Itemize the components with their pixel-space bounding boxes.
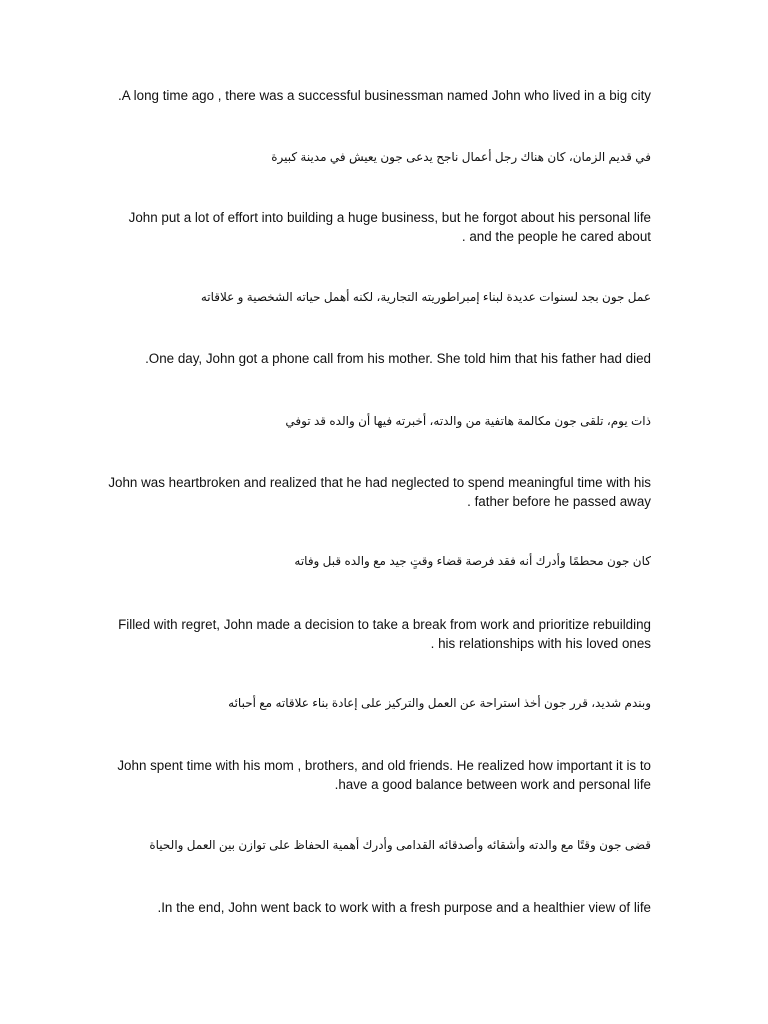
- text-line: .In the end, John went back to work with a fresh purpose and a healthier view of life: [157, 900, 651, 915]
- text-line: John put a lot of effort into building a huge business, but he forgot about his personal life: [128, 210, 651, 225]
- text-line: John was heartbroken and realized that he had neglected to spend meaningful time with his: [108, 475, 651, 490]
- text-line: وبندم شديد، قرر جون أخذ استراحة عن العمل والتركيز على إعادة بناء علاقاته مع أحبائه: [228, 696, 651, 710]
- text-line: عمل جون بجد لسنوات عديدة لبناء إمبراطوريته التجارية، لكنه أهمل حياته الشخصية و علاقاته: [200, 290, 651, 304]
- paragraph-arabic-5: [228, 694, 651, 712]
- paragraph-english-5: [118, 615, 651, 653]
- text-line: John spent time with his mom , brothers, and old friends. He realized how important it is to: [117, 758, 651, 773]
- text-line: . father before he passed away: [467, 494, 651, 509]
- paragraph-english-4: [108, 473, 651, 511]
- text-line: قضى جون وقتًا مع والدته وأشقائه وأصدقائه القدامى وأدرك أهمية الحفاظ على توازن بين العمل والحياة: [149, 838, 651, 852]
- paragraph-english-1: [118, 86, 651, 105]
- paragraph-arabic-3: [285, 412, 651, 430]
- paragraph-arabic-1: [271, 148, 651, 166]
- paragraph-english-7: [157, 898, 651, 917]
- text-line: كان جون محطمًا وأدرك أنه فقد فرصة قضاء وقتٍ جيد مع والده قبل وفاته: [294, 554, 651, 568]
- paragraph-english-6: [117, 756, 651, 794]
- paragraph-arabic-6: [149, 836, 651, 854]
- text-line: . and the people he cared about: [461, 229, 651, 244]
- text-line: .One day, John got a phone call from his mother. She told him that his father had died: [145, 351, 651, 366]
- text-line: ذات يوم، تلقى جون مكالمة هاتفية من والدته، أخبرته فيها أن والده قد توفي: [285, 414, 651, 428]
- text-line: في قديم الزمان، كان هناك رجل أعمال ناجح يدعى جون يعيش في مدينة كبيرة: [271, 150, 651, 164]
- text-line: .have a good balance between work and personal life: [334, 777, 651, 792]
- text-line: . his relationships with his loved ones: [430, 636, 651, 651]
- paragraph-english-2: [129, 208, 651, 246]
- text-line: Filled with regret, John made a decision to take a break from work and prioritize rebuilding: [118, 617, 651, 632]
- paragraph-english-3: [145, 349, 651, 368]
- paragraph-arabic-2: [201, 288, 651, 306]
- text-line: .A long time ago , there was a successful businessman named John who lived in a big city: [118, 88, 651, 103]
- paragraph-arabic-4: [294, 552, 651, 570]
